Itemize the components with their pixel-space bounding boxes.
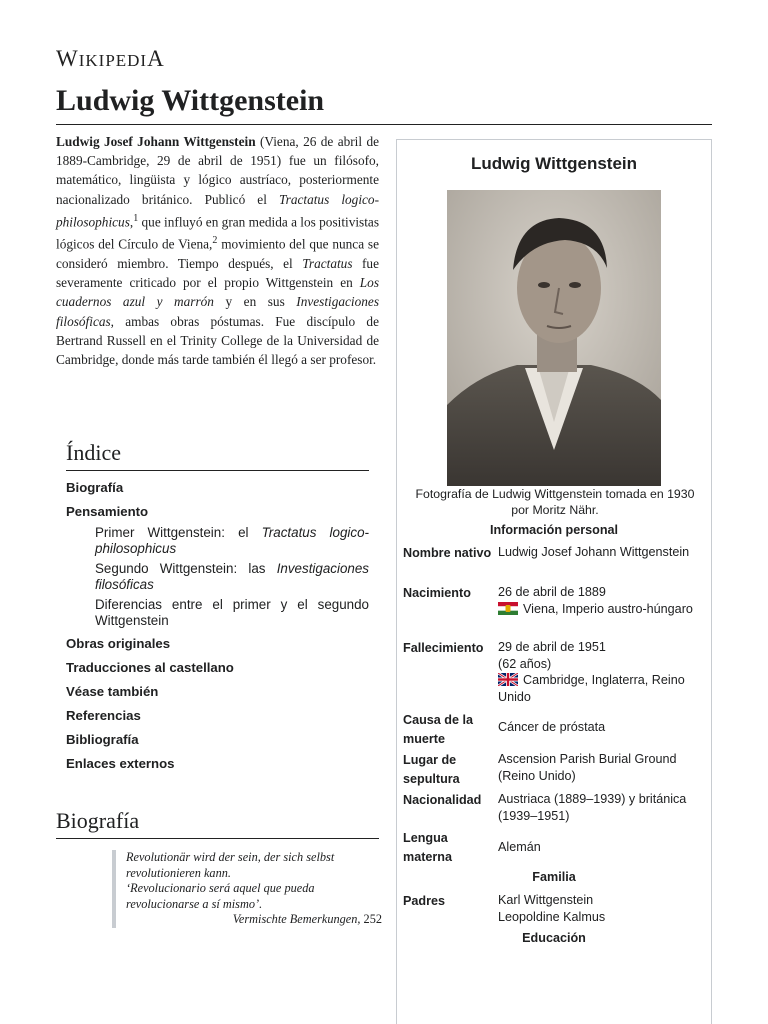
lead-paragraph (56, 132, 379, 369)
label-sepultura: Lugar de sepultura (403, 753, 460, 786)
toc-item-obras[interactable]: Obras originales (66, 636, 171, 651)
toc-item-pensamiento-label: Pensamiento (66, 504, 149, 519)
lead-text-3: que influyó en gran medida a los positivistas lógicos del Círculo de Viena, (56, 214, 379, 252)
toc-item-pensamiento[interactable] (66, 503, 369, 629)
toc-subitem-primer-italic: Tractatus logico-philosophicus (95, 525, 369, 556)
nacimiento-place[interactable]: Viena, Imperio austro-húngaro (523, 601, 693, 616)
fallecimiento-place-line (498, 672, 707, 705)
lead-tractatus-short: Tractatus (302, 256, 353, 272)
nacimiento-place-line (498, 601, 707, 618)
toc-subitem-primer[interactable] (95, 525, 369, 557)
fallecimiento-age: (62 años) (498, 656, 552, 671)
link-cuadernos[interactable]: Los cuadernos azul y marrón (56, 275, 379, 310)
label-nacimiento: Nacimiento (403, 586, 471, 600)
toc-item-biografia[interactable]: Biografía (66, 480, 124, 495)
toc-item-enlaces[interactable]: Enlaces externos (66, 756, 175, 771)
fallecimiento-place[interactable]: Cambridge, Inglaterra, Reino Unido (498, 673, 685, 704)
label-lengua: Lengua materna (403, 831, 452, 864)
label-nacionalidad: Nacionalidad (403, 793, 482, 807)
value-fallecimiento (498, 639, 707, 705)
quote-german: Revolutionär wird der sein, der sich selbst revolutionieren kann. (126, 850, 335, 880)
fallecimiento-date[interactable]: 29 de abril de 1951 (498, 640, 606, 654)
quote-source-page: 252 (360, 912, 382, 926)
toc-subitem-primer-text: Primer Wittgenstein: el (95, 525, 262, 540)
infobox-title: Ludwig Wittgenstein (470, 154, 638, 173)
table-of-contents (66, 440, 369, 773)
label-causa: Causa de la muerte (403, 713, 473, 746)
section-heading-biografia: Biografía (56, 808, 379, 839)
blockquote (112, 850, 382, 928)
reference-2[interactable]: 2 (212, 235, 218, 247)
header-familia: Familia (532, 870, 576, 884)
toc-sublist (95, 525, 369, 629)
header-educacion: Educación (522, 931, 586, 945)
toc-title: Índice (66, 440, 369, 471)
quote-source (126, 912, 382, 928)
header-personal: Información personal (489, 523, 619, 537)
toc-item-referencias[interactable]: Referencias (66, 708, 141, 723)
austria-hungary-flag-icon (498, 602, 518, 615)
lead-text-5: fue severamente criticado por el propio Wittgenstein en (56, 256, 379, 291)
padre[interactable]: Karl Wittgenstein (498, 893, 594, 907)
wikipedia-wordmark[interactable] (56, 46, 165, 72)
label-nombre-nativo: Nombre nativo (403, 546, 492, 560)
lead-text-6: y en sus (213, 294, 297, 310)
link-tractatus[interactable]: Tractatus logico-philosophicus (56, 191, 379, 230)
value-causa[interactable]: Cáncer de próstata (498, 720, 606, 734)
toc-subitem-segundo-italic: Investigaciones filosóficas (95, 561, 369, 592)
value-sepultura[interactable]: Ascension Parish Burial Ground (Reino Unido) (498, 752, 677, 783)
portrait-illustration (447, 190, 661, 486)
toc-subitem-segundo[interactable] (95, 561, 369, 593)
toc-list (66, 479, 369, 773)
toc-item-vease[interactable]: Véase también (66, 684, 159, 699)
portrait-caption: Fotografía de Ludwig Wittgenstein tomada en 1930 por Moritz Nähr. (415, 487, 695, 517)
label-fallecimiento: Fallecimiento (403, 641, 484, 655)
value-nacimiento (498, 584, 707, 617)
toc-subitem-segundo-text: Segundo Wittgenstein: las (95, 561, 277, 576)
portrait-image[interactable] (447, 190, 661, 486)
lead-text-1: (Viena, 26 de abril de 1889-Cambridge, 29 de abril de 1951) fue un filósofo, matemático, lingüista y lógico austríaco, posteriormente nacionalizado británico. Publicó el (56, 134, 379, 207)
infobox (396, 139, 712, 1024)
page-title: Ludwig Wittgenstein (56, 84, 712, 125)
value-padres (498, 892, 707, 925)
toc-item-bibliografia[interactable]: Bibliografía (66, 732, 139, 747)
lead-name: Ludwig Josef Johann Wittgenstein (56, 134, 256, 149)
quote-spanish: ‘Revolucionario será aquel que pueda revolucionarse a sí mismo’. (126, 881, 315, 911)
nacimiento-date[interactable]: 26 de abril de 1889 (498, 585, 606, 599)
madre: Leopoldine Kalmus (498, 909, 606, 924)
lead-text-7: , ambas obras póstumas. Fue discípulo de Bertrand Russell en el Trinity College de la Universidad de Cambridge, donde más tarde también él llegó a ser profesor. (56, 313, 379, 368)
lead-text-4: movimiento del que nunca se consideró miembro. Tiempo después, el (56, 236, 380, 272)
quote-source-title: Vermischte Bemerkungen, (232, 912, 361, 926)
reference-1[interactable]: 1 (133, 212, 139, 224)
wordmark-end: A (147, 46, 165, 71)
wordmark-small: IKIPEDI (78, 51, 148, 70)
toc-subitem-diferencias[interactable]: Diferencias entre el primer y el segundo Wittgenstein (95, 597, 369, 628)
link-investigaciones[interactable]: Investigaciones filosóficas (56, 294, 379, 329)
value-lengua[interactable]: Alemán (498, 840, 541, 854)
uk-flag-icon (498, 673, 518, 686)
value-nombre-nativo: Ludwig Josef Johann Wittgenstein (498, 545, 690, 559)
label-padres: Padres (403, 894, 446, 908)
value-nacionalidad: Austriaca (1889–1939) y británica (1939–1951) (498, 792, 687, 823)
wordmark-cap: W (56, 46, 79, 71)
toc-item-traducciones[interactable]: Traducciones al castellano (66, 660, 234, 675)
lead-text-2: , (129, 214, 134, 230)
